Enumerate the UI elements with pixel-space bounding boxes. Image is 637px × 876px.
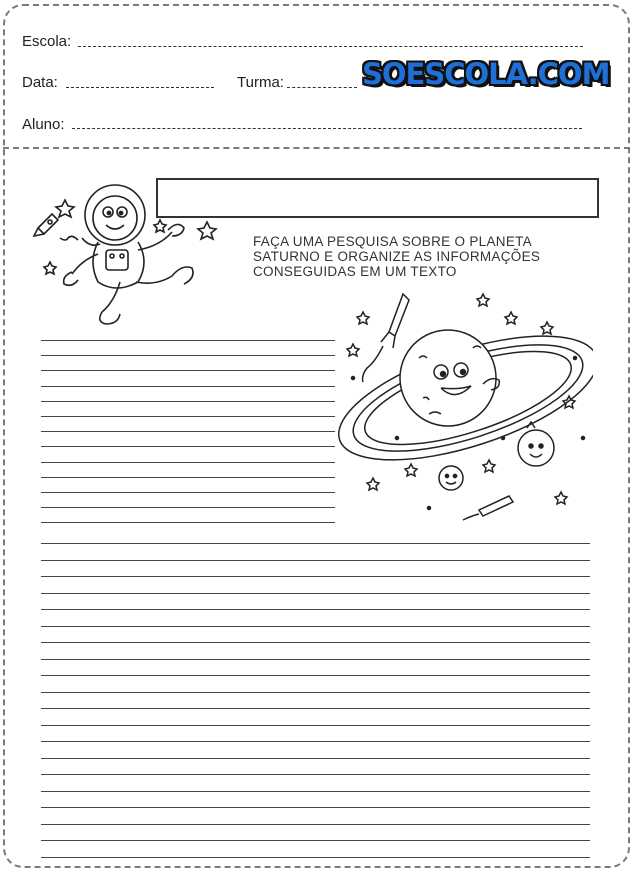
writing-line[interactable]	[41, 560, 590, 561]
instruction-line: FAÇA UMA PESQUISA SOBRE O PLANETA	[253, 234, 532, 249]
date-label: Data:	[22, 74, 58, 91]
writing-line-short[interactable]	[41, 431, 335, 432]
writing-line[interactable]	[41, 675, 590, 676]
writing-line-short[interactable]	[41, 507, 335, 508]
writing-line-short[interactable]	[41, 522, 335, 523]
writing-line-short[interactable]	[41, 340, 335, 341]
writing-line[interactable]	[41, 807, 590, 808]
writing-line-short[interactable]	[41, 401, 335, 402]
class-label: Turma:	[237, 74, 284, 91]
student-label: Aluno:	[22, 116, 65, 133]
writing-line[interactable]	[41, 576, 590, 577]
site-logo: SOESCOLA.COM	[362, 57, 610, 91]
writing-line-short[interactable]	[41, 355, 335, 356]
header-divider	[3, 147, 630, 149]
date-field[interactable]	[66, 87, 214, 88]
writing-line[interactable]	[41, 774, 590, 775]
writing-line[interactable]	[41, 692, 590, 693]
writing-line-short[interactable]	[41, 416, 335, 417]
writing-line-short[interactable]	[41, 462, 335, 463]
writing-line[interactable]	[41, 824, 590, 825]
writing-line[interactable]	[41, 626, 590, 627]
writing-line[interactable]	[41, 857, 590, 858]
writing-line-short[interactable]	[41, 492, 335, 493]
writing-line[interactable]	[41, 791, 590, 792]
instruction-line: CONSEGUIDAS EM UM TEXTO	[253, 264, 457, 279]
writing-line[interactable]	[41, 840, 590, 841]
writing-line[interactable]	[41, 725, 590, 726]
writing-line-short[interactable]	[41, 370, 335, 371]
writing-line[interactable]	[41, 543, 590, 544]
instruction-line: SATURNO E ORGANIZE AS INFORMAÇÕES	[253, 249, 541, 264]
saturn-illustration	[333, 288, 593, 528]
writing-line-short[interactable]	[41, 446, 335, 447]
school-label: Escola:	[22, 33, 72, 50]
writing-line[interactable]	[41, 659, 590, 660]
class-field[interactable]	[287, 87, 357, 88]
writing-line[interactable]	[41, 609, 590, 610]
writing-line-short[interactable]	[41, 477, 335, 478]
writing-line-short[interactable]	[41, 386, 335, 387]
astronaut-illustration	[20, 180, 250, 330]
writing-line[interactable]	[41, 642, 590, 643]
writing-line[interactable]	[41, 758, 590, 759]
writing-line[interactable]	[41, 593, 590, 594]
student-field[interactable]	[72, 128, 582, 129]
school-field[interactable]	[78, 46, 583, 47]
instruction-text	[253, 234, 613, 279]
writing-line[interactable]	[41, 708, 590, 709]
writing-line[interactable]	[41, 741, 590, 742]
